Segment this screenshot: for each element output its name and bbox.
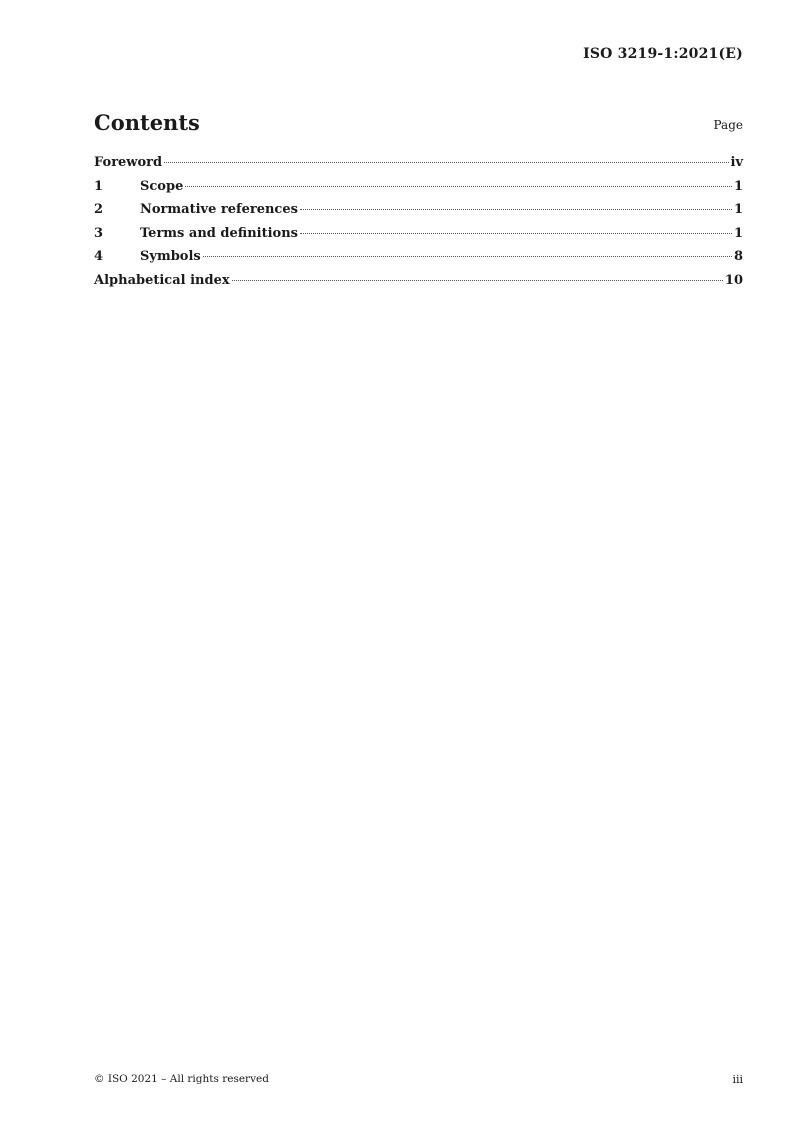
footer-copyright: © ISO 2021 – All rights reserved xyxy=(94,1073,269,1085)
toc-dot-leader xyxy=(300,209,732,210)
contents-title: Contents xyxy=(94,110,200,135)
toc-entry-page: 10 xyxy=(724,272,743,288)
toc-dot-leader xyxy=(232,280,723,281)
toc-entry-number: 2 xyxy=(94,202,104,217)
page-column-label: Page xyxy=(713,118,743,132)
toc-entry-page: 1 xyxy=(733,202,743,217)
toc-entry-page: 8 xyxy=(733,249,743,264)
toc-entry-normative-references[interactable] xyxy=(94,202,743,226)
toc-entry-number: 1 xyxy=(94,178,104,194)
toc-entry-title: Scope xyxy=(140,178,184,194)
toc-entry-title: Normative references xyxy=(140,202,298,217)
toc-entry-page: 1 xyxy=(733,225,743,241)
toc-dot-leader xyxy=(203,256,732,257)
table-of-contents xyxy=(94,155,743,296)
toc-dot-leader xyxy=(185,186,732,187)
toc-entry-scope[interactable] xyxy=(94,179,743,203)
toc-dot-leader xyxy=(164,162,728,163)
toc-entry-title: Symbols xyxy=(140,249,201,264)
toc-entry-page: 1 xyxy=(733,178,743,194)
toc-dot-leader xyxy=(300,233,732,234)
toc-entry-page: iv xyxy=(730,155,743,170)
document-id: ISO 3219-1:2021(E) xyxy=(583,46,743,62)
toc-entry-foreword[interactable] xyxy=(94,155,743,179)
toc-entry-symbols[interactable] xyxy=(94,249,743,273)
toc-entry-title: Foreword xyxy=(94,155,163,170)
footer-page-number: iii xyxy=(732,1073,743,1086)
toc-entry-alphabetical-index[interactable] xyxy=(94,273,743,297)
toc-entry-terms-and-definitions[interactable] xyxy=(94,226,743,250)
toc-entry-title: Alphabetical index xyxy=(94,272,230,288)
toc-entry-number: 3 xyxy=(94,225,104,241)
toc-entry-number: 4 xyxy=(94,249,104,264)
toc-entry-title: Terms and definitions xyxy=(140,225,298,241)
